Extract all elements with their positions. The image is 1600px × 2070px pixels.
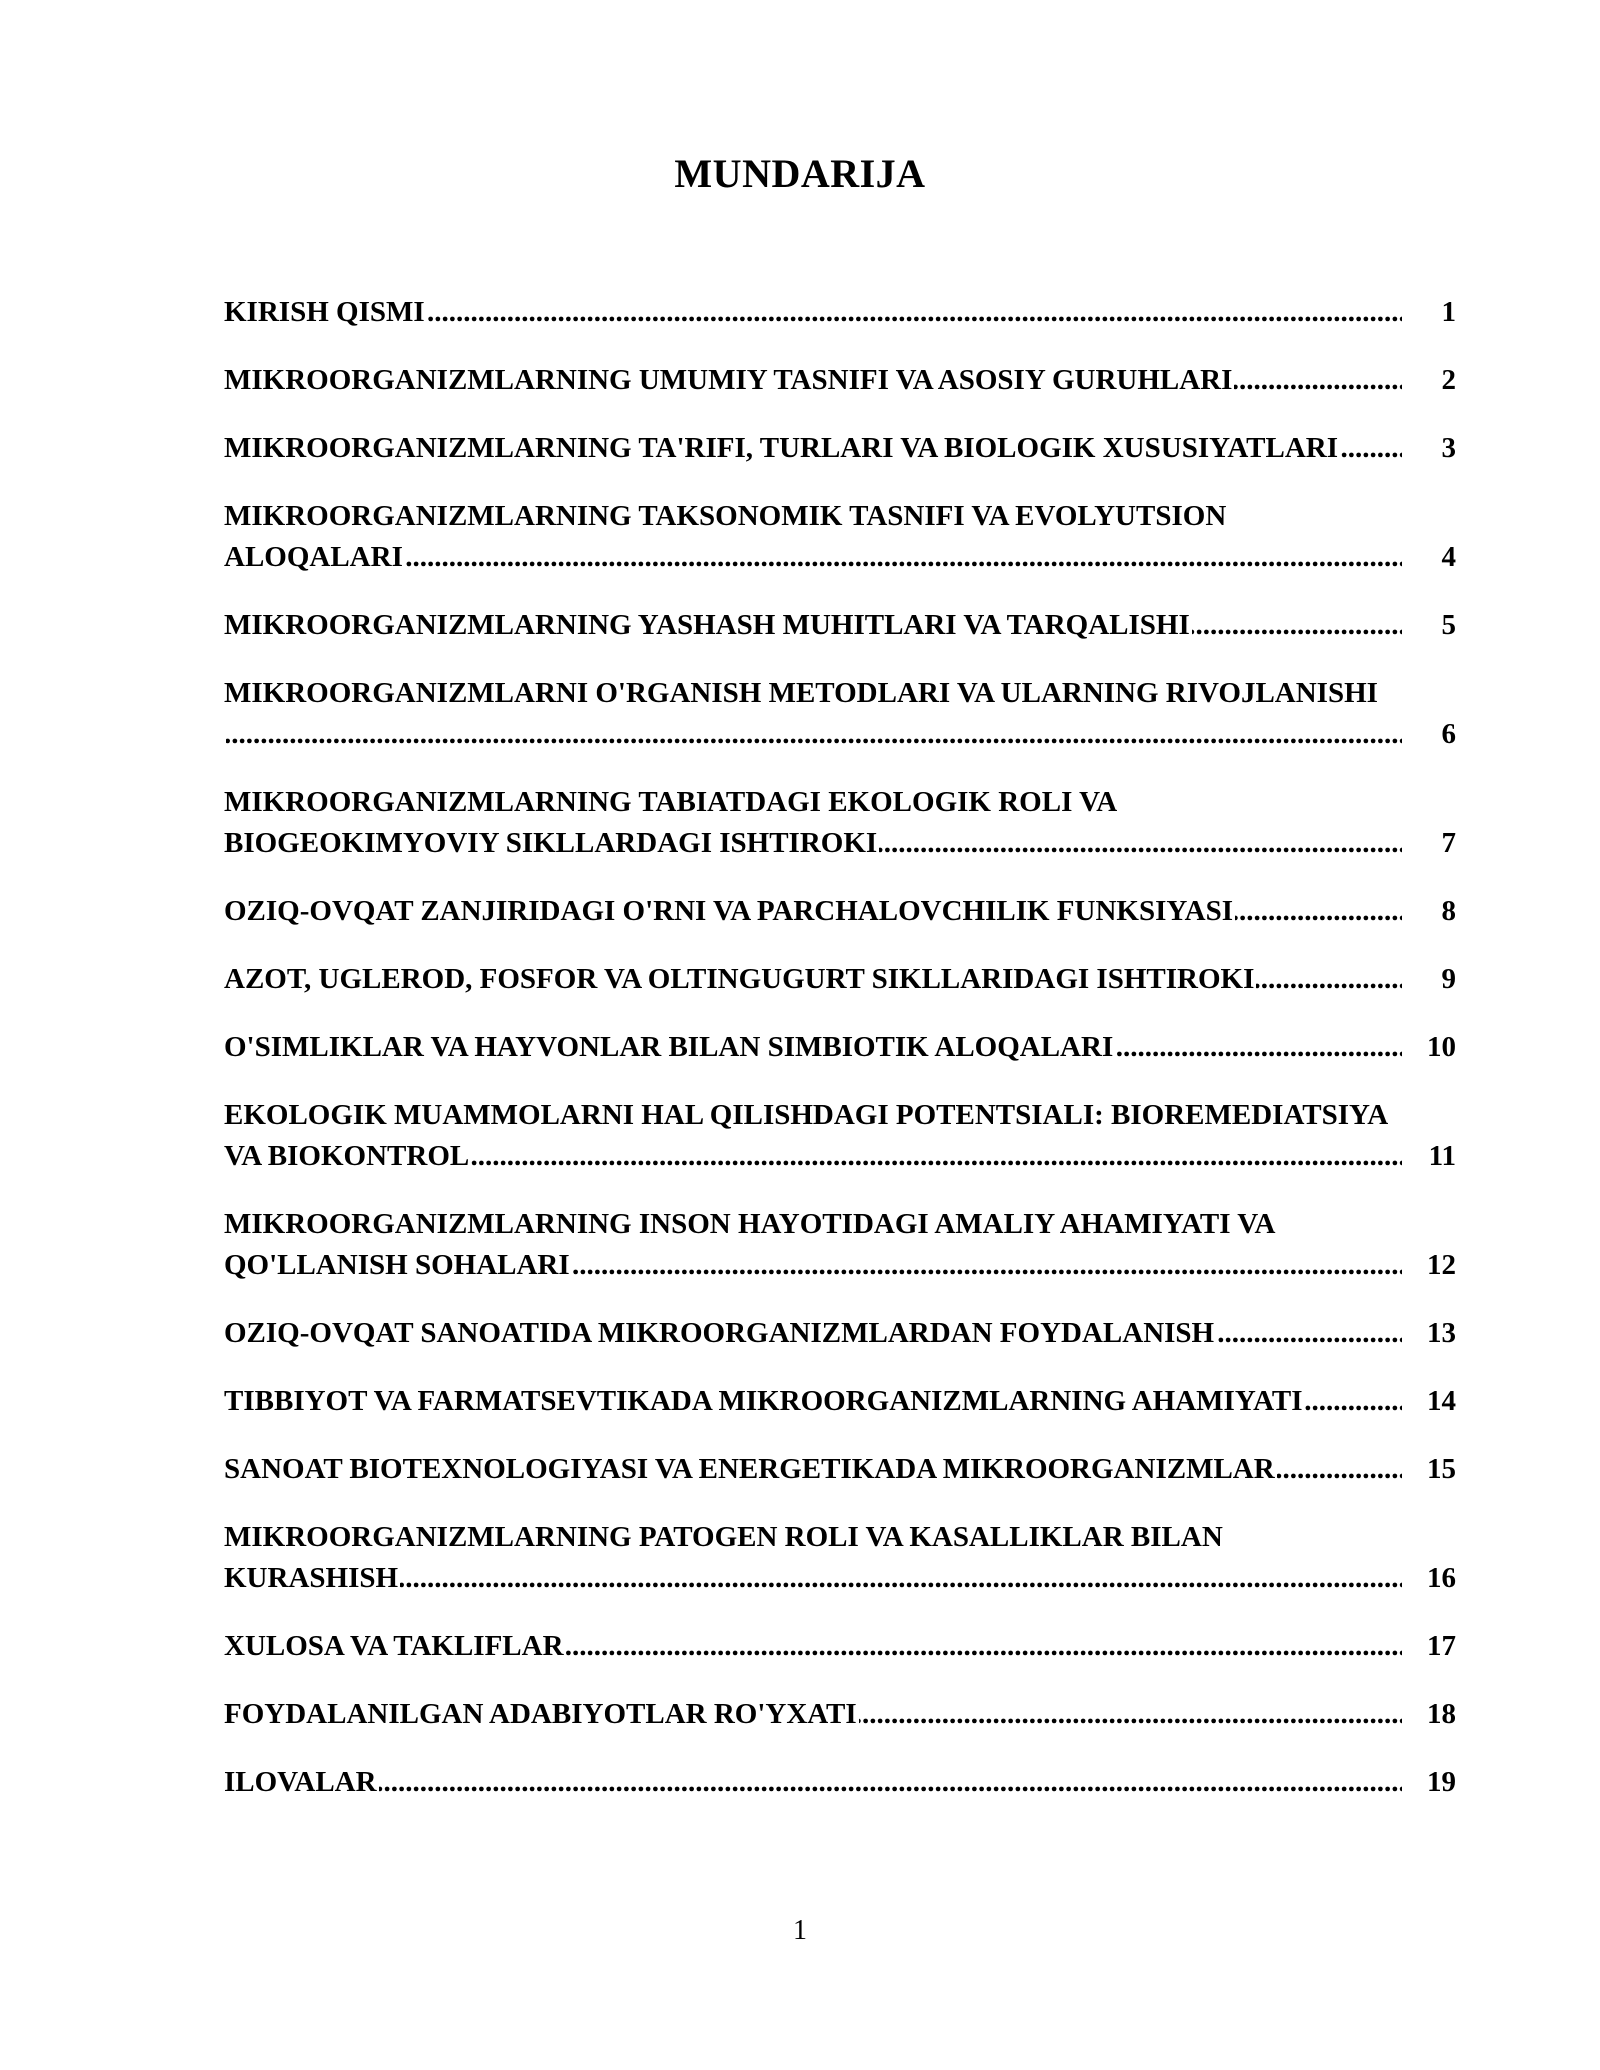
toc-entry-line	[224, 673, 1402, 714]
toc-entry-text: KURASHISH	[224, 1562, 399, 1594]
toc-entry[interactable]	[224, 1626, 1456, 1667]
toc-entry-page-number: 19	[1425, 1762, 1456, 1803]
toc-entry-title	[224, 1449, 1456, 1490]
toc-entry-text: TIBBIYOT VA FARMATSEVTIKADA MIKROORGANIZMLARNING AHAMIYATI	[224, 1385, 1303, 1417]
toc-entry-text: MIKROORGANIZMLARNING UMUMIY TASNIFI VA ASOSIY GURUHLARI	[224, 364, 1233, 396]
toc-entry-line	[224, 1204, 1402, 1245]
toc-entry-line	[224, 428, 1402, 469]
toc-entry-page-number: 6	[1440, 714, 1457, 755]
toc-entry-line	[224, 1095, 1402, 1136]
toc-entry[interactable]	[224, 1027, 1456, 1068]
toc-entry-title	[224, 1381, 1456, 1422]
toc-entry-text: XULOSA VA TAKLIFLAR	[224, 1630, 564, 1662]
toc-entry-page-number: 13	[1425, 1313, 1456, 1354]
toc-entry-text: MIKROORGANIZMLARNING TABIATDAGI EKOLOGIK ROLI VA	[224, 786, 1118, 818]
dot-leader	[224, 1558, 1402, 1599]
toc-entry-text: FOYDALANILGAN ADABIYOTLAR RO'YXATI	[224, 1698, 857, 1730]
toc-entry-line	[224, 360, 1402, 401]
toc-entry-page-number: 14	[1425, 1381, 1456, 1422]
toc-entry-text: MIKROORGANIZMLARNING TAKSONOMIK TASNIFI VA EVOLYUTSION	[224, 500, 1227, 532]
dot-leader	[224, 1762, 1402, 1803]
toc-entry[interactable]	[224, 1381, 1456, 1422]
toc-entry[interactable]	[224, 959, 1456, 1000]
toc-entry-text: MIKROORGANIZMLARNING YASHASH MUHITLARI VA TARQALISHI	[224, 609, 1190, 641]
toc-entry-page-number: 10	[1425, 1027, 1456, 1068]
toc-entry[interactable]	[224, 496, 1456, 578]
toc-entry[interactable]	[224, 1694, 1456, 1735]
toc-entry-page-number: 16	[1425, 1558, 1456, 1599]
toc-entry-page-number: 1	[1440, 292, 1457, 333]
toc-entry[interactable]	[224, 1313, 1456, 1354]
toc-entry[interactable]	[224, 1762, 1456, 1803]
toc-entry[interactable]	[224, 1517, 1456, 1599]
toc-entry-text: MIKROORGANIZMLARNING INSON HAYOTIDAGI AMALIY AHAMIYATI VA	[224, 1208, 1276, 1240]
toc-entry-text: ALOQALARI	[224, 541, 403, 573]
toc-entry-page-number: 15	[1425, 1449, 1456, 1490]
toc-entry-text: ILOVALAR	[224, 1766, 377, 1798]
toc-entry[interactable]	[224, 891, 1456, 932]
toc-entry[interactable]	[224, 360, 1456, 401]
toc-entry-text: QO'LLANISH SOHALARI	[224, 1249, 570, 1281]
toc-entry[interactable]	[224, 1449, 1456, 1490]
toc-entry-line	[224, 496, 1402, 537]
toc-entry-text	[224, 718, 226, 750]
toc-entry-text: AZOT, UGLEROD, FOSFOR VA OLTINGUGURT SIKLLARIDAGI ISHTIROKI	[224, 963, 1255, 995]
toc-entry-text: O'SIMLIKLAR VA HAYVONLAR BILAN SIMBIOTIK ALOQALARI	[224, 1031, 1114, 1063]
toc-entry-page-number: 2	[1440, 360, 1457, 401]
toc-entry-text: SANOAT BIOTEXNOLOGIYASI VA ENERGETIKADA MIKROORGANIZMLAR	[224, 1453, 1275, 1485]
toc-entry-text: KIRISH QISMI	[224, 296, 425, 328]
toc-entry[interactable]	[224, 782, 1456, 864]
toc-entry-line	[224, 1381, 1402, 1422]
toc-entry-text: MIKROORGANIZMLARNING PATOGEN ROLI VA KASALLIKLAR BILAN	[224, 1521, 1223, 1553]
dot-leader	[224, 714, 1402, 755]
toc-entry-line	[224, 1449, 1402, 1490]
toc-entry-page-number: 4	[1440, 537, 1457, 578]
toc-entry-title	[224, 428, 1456, 469]
page-title: MUNDARIJA	[674, 151, 926, 196]
toc-entry-line	[224, 782, 1402, 823]
toc-entry-line	[224, 1517, 1402, 1558]
toc-entry-line	[224, 959, 1402, 1000]
toc-entry-text: OZIQ-OVQAT ZANJIRIDAGI O'RNI VA PARCHALOVCHILIK FUNKSIYASI	[224, 895, 1234, 927]
page-number-footer: 1	[793, 1915, 807, 1946]
toc-entry-text: MIKROORGANIZMLARNI O'RGANISH METODLARI VA ULARNING RIVOJLANISHI	[224, 677, 1378, 709]
toc-entry[interactable]	[224, 605, 1456, 646]
toc-entry-text: VA BIOKONTROL	[224, 1140, 470, 1172]
toc-entry[interactable]	[224, 292, 1456, 333]
toc-entry[interactable]	[224, 1204, 1456, 1286]
toc-entry[interactable]	[224, 428, 1456, 469]
toc-entry-page-number: 11	[1427, 1136, 1456, 1177]
toc-entry[interactable]	[224, 673, 1456, 755]
toc-entry-line	[224, 891, 1402, 932]
toc-entry-page-number: 5	[1440, 605, 1457, 646]
toc-entry-page-number: 3	[1440, 428, 1457, 469]
toc-entry-text: BIOGEOKIMYOVIY SIKLLARDAGI ISHTIROKI	[224, 827, 878, 859]
toc-entry[interactable]	[224, 1095, 1456, 1177]
toc-entry-text: OZIQ-OVQAT SANOATIDA MIKROORGANIZMLARDAN FOYDALANISH	[224, 1317, 1215, 1349]
toc-entry-text: MIKROORGANIZMLARNING TA'RIFI, TURLARI VA BIOLOGIK XUSUSIYATLARI	[224, 432, 1339, 464]
toc-entry-page-number: 18	[1425, 1694, 1456, 1735]
toc-entry-page-number: 7	[1440, 823, 1457, 864]
toc-entry-page-number: 8	[1440, 891, 1457, 932]
toc-entry-text: EKOLOGIK MUAMMOLARNI HAL QILISHDAGI POTENTSIALI: BIOREMEDIATSIYA	[224, 1099, 1389, 1131]
toc-entry-page-number: 17	[1425, 1626, 1456, 1667]
toc-entry-page-number: 9	[1440, 959, 1457, 1000]
toc-entry-page-number: 12	[1425, 1245, 1456, 1286]
table-of-contents	[224, 292, 1456, 1830]
